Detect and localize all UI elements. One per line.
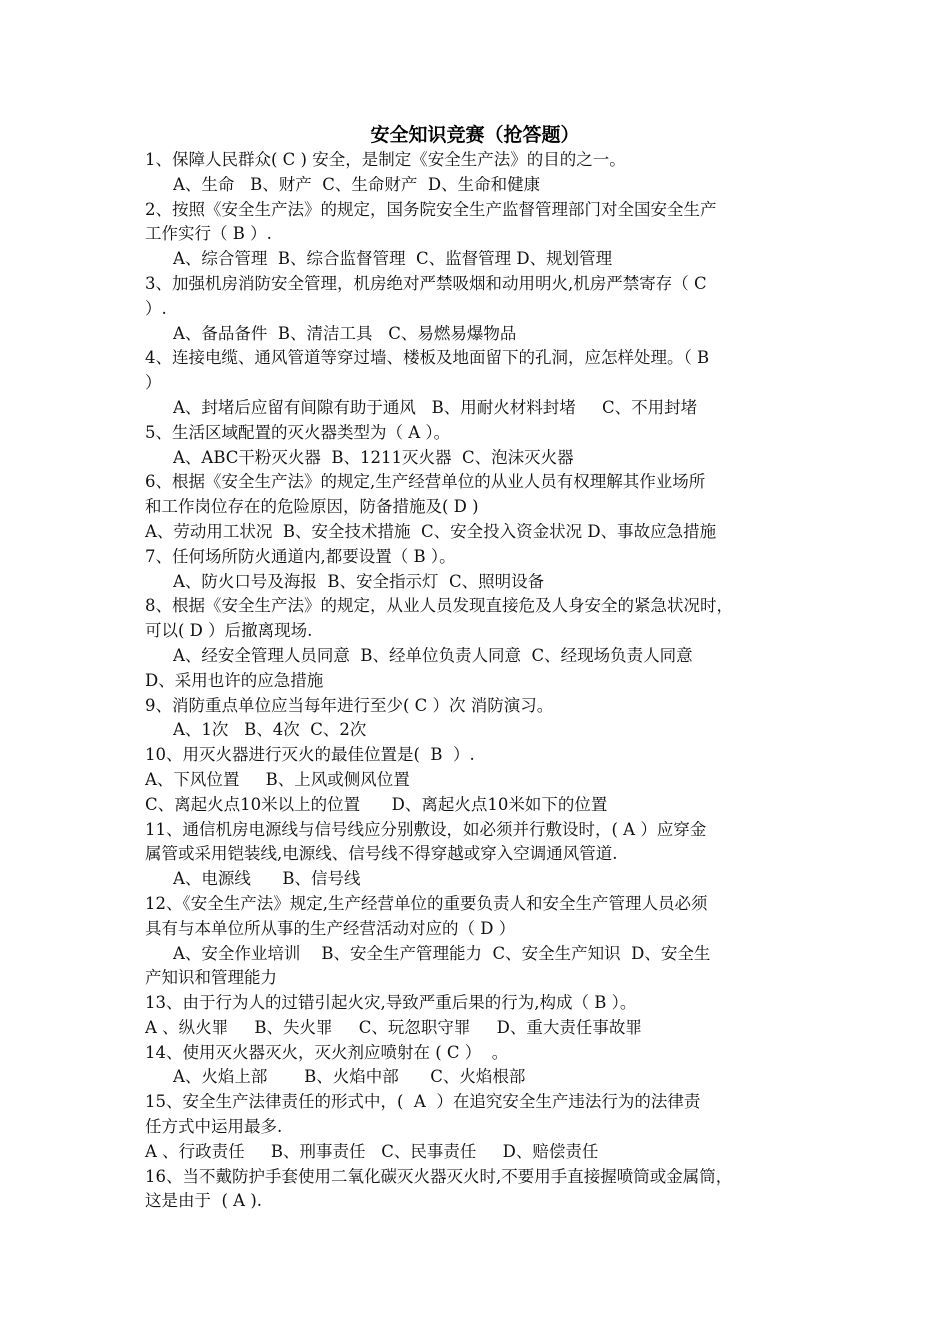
text-line: 13、由于行为人的过错引起火灾,导致严重后果的行为,构成（ B ）。 [145, 993, 637, 1013]
text-line: 6、根据《安全生产法》的规定,生产经营单位的从业人员有权理解其作业场所 [145, 472, 706, 492]
text-line: 9、消防重点单位应当每年进行至少( C ）次 消防演习。 [145, 695, 554, 715]
text-line: 可以( D ）后撤离现场. [145, 621, 313, 641]
text-line: 16、当不戴防护手套使用二氧化碳灭火器灭火时,不要用手直接握喷筒或金属筒， [145, 1166, 733, 1186]
text-line: 10、用灭火器进行灭火的最佳位置是( B ）. [145, 745, 475, 765]
text-line: A、劳动用工状况 B、安全技术措施 C、安全投入资金状况 D、事故应急措施 [145, 521, 717, 541]
text-line: 7、任何场所防火通道内,都要设置（ B ）。 [145, 546, 456, 566]
text-line: A、封堵后应留有间隙有助于通风 B、用耐火材料封堵 C、不用封堵 [173, 397, 698, 417]
text-line: 属管或采用铠装线,电源线、信号线不得穿越或穿入空调通风管道. [145, 844, 618, 864]
text-line: 工作实行（ B ）. [145, 224, 272, 244]
text-line: D、采用也许的应急措施 [145, 670, 324, 690]
text-line: 具有与本单位所从事的生产经营活动对应的（ D ） [145, 918, 516, 938]
text-line: A、备品备件 B、清洁工具 C、易燃易爆物品 [173, 323, 517, 343]
text-line: A、下风位置 B、上风或侧风位置 [145, 769, 410, 789]
text-line: A、综合管理 B、综合监督管理 C、监督管理 D、规划管理 [173, 249, 613, 269]
text-line: 这是由于 ( A ). [145, 1191, 263, 1211]
text-line: A 、纵火罪 B、失火罪 C、玩忽职守罪 D、重大责任事故罪 [145, 1017, 642, 1037]
text-line: A、防火口号及海报 B、安全指示灯 C、照明设备 [173, 571, 545, 591]
document-title: 安全知识竞赛（抢答题） [370, 124, 580, 146]
text-line: A、火焰上部 B、火焰中部 C、火焰根部 [173, 1067, 526, 1087]
text-line: 8、根据《安全生产法》的规定，从业人员发现直接危及人身安全的紧急状况时， [145, 596, 733, 616]
text-line: 3、加强机房消防安全管理，机房绝对严禁吸烟和动用明火,机房严禁寄存（ C [145, 273, 707, 293]
text-line: 5、生活区域配置的灭火器类型为（ A ）。 [145, 422, 451, 442]
text-line: 11、通信机房电源线与信号线应分别敷设，如必须并行敷设时，( A ）应穿金 [145, 819, 707, 839]
text-line: 产知识和管理能力 [145, 968, 277, 988]
text-line: A、生命 B、财产 C、生命财产 D、生命和健康 [173, 174, 541, 194]
text-line: C、离起火点10米以上的位置 D、离起火点10米如下的位置 [145, 794, 608, 814]
document-body [145, 148, 815, 1214]
text-line: A、电源线 B、信号线 [173, 869, 361, 889]
text-line: A、1次 B、4次 C、2次 [173, 720, 367, 740]
text-line: 任方式中运用最多. [145, 1117, 283, 1137]
text-line: 和工作岗位存在的危险原因，防备措施及( D ) [145, 497, 479, 517]
text-line: A 、行政责任 B、刑事责任 C、民事责任 D、赔偿责任 [145, 1141, 599, 1161]
text-line: 15、安全生产法律责任的形式中，( A ）在追究安全生产违法行为的法律责 [145, 1092, 701, 1112]
text-line: A、安全作业培训 B、安全生产管理能力 C、安全生产知识 D、安全生 [173, 943, 711, 963]
text-line: A、ABC干粉灭火器 B、1211灭火器 C、泡沫灭火器 [173, 447, 574, 467]
text-line: 12、《安全生产法》规定,生产经营单位的重要负责人和安全生产管理人员必须 [145, 893, 708, 913]
text-line: 1、保障人民群众( C ) 安全，是制定《安全生产法》的目的之一。 [145, 150, 626, 169]
text-line: 2、按照《安全生产法》的规定，国务院安全生产监督管理部门对全国安全生产 [145, 199, 717, 219]
text-line: 14、使用灭火器灭火，灭火剂应喷射在 ( C ） 。 [145, 1042, 509, 1062]
text-line: ） [145, 373, 162, 393]
text-line: ）. [145, 298, 167, 318]
text-line: A、经安全管理人员同意 B、经单位负责人同意 C、经现场负责人同意 [173, 645, 693, 665]
text-line: 4、连接电缆、通风管道等穿过墙、楼板及地面留下的孔洞，应怎样处理。（ B [145, 348, 710, 368]
